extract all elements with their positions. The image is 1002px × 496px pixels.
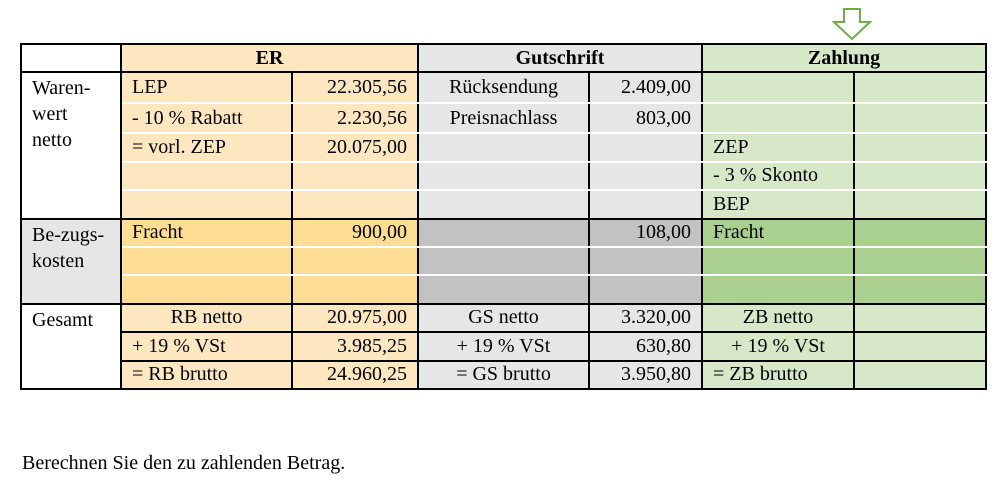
- gs-value: 2.409,00: [589, 72, 702, 102]
- za-label: [702, 103, 854, 133]
- gs-label: [418, 190, 589, 218]
- za-value: [854, 219, 986, 247]
- gs-label: Preisnachlass: [418, 103, 589, 133]
- er-value: 20.975,00: [292, 304, 418, 332]
- er-label: + 19 % VSt: [121, 332, 292, 360]
- za-label: [702, 72, 854, 102]
- er-value: 22.305,56: [292, 72, 418, 102]
- er-label: RB netto: [121, 304, 292, 332]
- label-warenwert: Waren-wert netto: [21, 72, 121, 218]
- table-row: [21, 332, 986, 360]
- er-value: [292, 275, 418, 303]
- za-label: ZB netto: [702, 304, 854, 332]
- gs-label: = GS brutto: [418, 361, 589, 389]
- gs-label: [418, 162, 589, 190]
- gs-label: GS netto: [418, 304, 589, 332]
- za-label: BEP: [702, 190, 854, 218]
- er-label: = RB brutto: [121, 361, 292, 389]
- za-value: [854, 103, 986, 133]
- er-label: [121, 190, 292, 218]
- table-row: [21, 72, 986, 102]
- er-value: 24.960,25: [292, 361, 418, 389]
- za-value: [854, 332, 986, 360]
- gs-label: [418, 219, 589, 247]
- arrow-down-icon: [832, 8, 872, 40]
- er-value: 2.230,56: [292, 103, 418, 133]
- header-er: ER: [121, 44, 418, 72]
- gs-value: 3.320,00: [589, 304, 702, 332]
- er-value: [292, 190, 418, 218]
- za-label: ZEP: [702, 133, 854, 161]
- za-value: [854, 275, 986, 303]
- za-value: [854, 162, 986, 190]
- gs-value: [589, 133, 702, 161]
- za-label: = ZB brutto: [702, 361, 854, 389]
- er-value: 20.075,00: [292, 133, 418, 161]
- header-zahlung: Zahlung: [702, 44, 986, 72]
- gs-label: + 19 % VSt: [418, 332, 589, 360]
- er-label: [121, 162, 292, 190]
- er-value: [292, 162, 418, 190]
- table-row: [21, 162, 986, 190]
- za-label: + 19 % VSt: [702, 332, 854, 360]
- er-label: LEP: [121, 72, 292, 102]
- invoice-table: [20, 43, 987, 390]
- table-row: [21, 219, 986, 247]
- za-value: [854, 133, 986, 161]
- za-label: [702, 247, 854, 275]
- table-row: [21, 247, 986, 275]
- za-value: [854, 304, 986, 332]
- table-row: [21, 304, 986, 332]
- gs-value: 803,00: [589, 103, 702, 133]
- table-row: [21, 133, 986, 161]
- er-label: Fracht: [121, 219, 292, 247]
- za-value: [854, 190, 986, 218]
- table-row: [21, 361, 986, 389]
- er-value: 3.985,25: [292, 332, 418, 360]
- za-label: Fracht: [702, 219, 854, 247]
- label-gesamt: Gesamt: [21, 304, 121, 389]
- gs-value: [589, 275, 702, 303]
- table-row: [21, 275, 986, 303]
- gs-value: 630,80: [589, 332, 702, 360]
- header-gutschrift: Gutschrift: [418, 44, 702, 72]
- gs-label: [418, 247, 589, 275]
- gs-value: [589, 247, 702, 275]
- gs-label: Rücksendung: [418, 72, 589, 102]
- za-label: - 3 % Skonto: [702, 162, 854, 190]
- za-value: [854, 247, 986, 275]
- za-label: [702, 275, 854, 303]
- gs-label: [418, 275, 589, 303]
- header-row: [21, 44, 986, 72]
- task-instruction: Berechnen Sie den zu zahlenden Betrag.: [22, 452, 346, 474]
- gs-value: 108,00: [589, 219, 702, 247]
- er-value: [292, 247, 418, 275]
- header-empty-cell: [21, 44, 121, 72]
- table-row: [21, 103, 986, 133]
- gs-label: [418, 133, 589, 161]
- label-bezugskosten: Be-zugs-kosten: [21, 219, 121, 304]
- gs-value: [589, 162, 702, 190]
- er-label: [121, 247, 292, 275]
- za-value: [854, 72, 986, 102]
- er-label: - 10 % Rabatt: [121, 103, 292, 133]
- er-label: [121, 275, 292, 303]
- za-value: [854, 361, 986, 389]
- er-label: = vorl. ZEP: [121, 133, 292, 161]
- gs-value: [589, 190, 702, 218]
- table-row: [21, 190, 986, 218]
- gs-value: 3.950,80: [589, 361, 702, 389]
- er-value: 900,00: [292, 219, 418, 247]
